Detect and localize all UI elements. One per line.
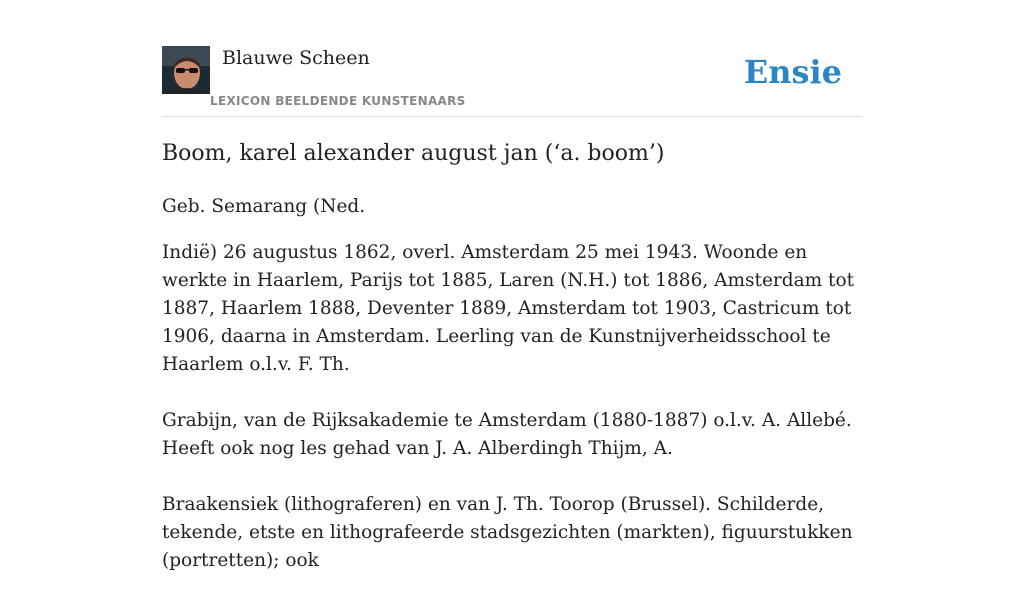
ensie-logo[interactable]: Ensie bbox=[743, 53, 842, 91]
article-paragraph: Geb. Semarang (Ned. bbox=[162, 196, 366, 217]
article-title: Boom, karel alexander august jan (‘a. boom’) bbox=[162, 141, 665, 166]
avatar-portrait-icon bbox=[162, 46, 210, 94]
author-name[interactable]: Blauwe Scheen bbox=[222, 47, 370, 69]
article-body bbox=[162, 193, 862, 594]
category-label[interactable]: LEXICON BEELDENDE KUNSTENAARS bbox=[210, 94, 466, 108]
article-paragraph: Grabijn, van de Rijksakademie te Amsterdam (1880-1887) o.l.v. A. Allebé. Heeft ook nog les gehad van J. A. Alberdingh Thijm, A. bbox=[162, 410, 852, 459]
article-paragraph: Indië) 26 augustus 1862, overl. Amsterdam 25 mei 1943. Woonde en werkte in Haarlem, Parijs tot 1885, Laren (N.H.) tot 1886, Amsterdam tot 1887, Haarlem 1888, Deventer 1889, Amsterdam tot 1903, Castricum tot 1906, daarna in Amsterdam. Leerling van de Kunstnijverheidsschool te Haarlem o.l.v. F. Th. bbox=[162, 242, 855, 375]
author-avatar[interactable] bbox=[162, 46, 210, 94]
article-header bbox=[162, 46, 862, 117]
article-paragraph: Braakensiek (lithograferen) en van J. Th. Toorop (Brussel). Schilderde, tekende, etste en lithografeerde stadsgezichten (markten), figuurstukken (portretten); ook bbox=[162, 494, 853, 571]
